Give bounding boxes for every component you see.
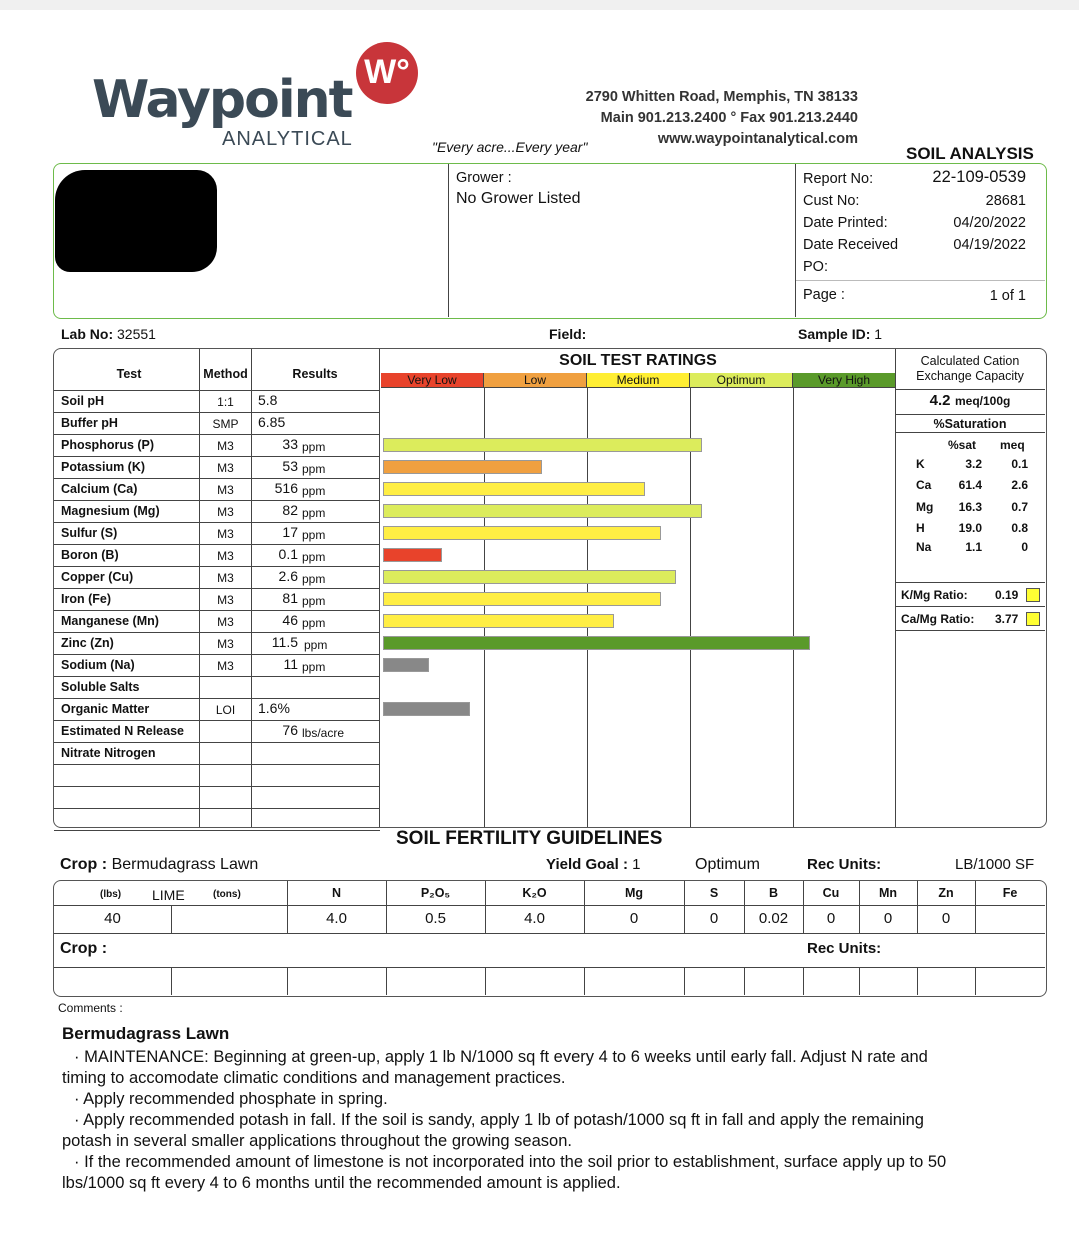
lime-label: LIME [152, 887, 185, 903]
divider [448, 164, 449, 317]
test-result: 46 [282, 612, 298, 628]
rec-units-label: Rec Units: [807, 856, 882, 873]
rating-bar [383, 702, 470, 716]
row-line [54, 967, 1045, 968]
test-name: Sulfur (S) [61, 526, 118, 540]
saturation-title: %Saturation [933, 417, 1007, 431]
test-method: M3 [217, 439, 234, 453]
cust-no: 28681 [985, 193, 1026, 209]
cec-title: Calculated Cation Exchange Capacity [916, 354, 1024, 383]
cation-symbol: K [916, 457, 925, 471]
nutrient-header: Fe [1002, 886, 1018, 900]
website-link[interactable]: www.waypointanalytical.com [657, 131, 858, 147]
po-label: PO: [803, 259, 828, 275]
nutrient-value: 0 [709, 910, 719, 927]
column-divider [684, 967, 685, 995]
kmg-indicator [1026, 588, 1040, 602]
row-line [896, 389, 1045, 390]
test-method: M3 [217, 527, 234, 541]
row-line [896, 432, 1045, 433]
column-divider [171, 967, 172, 995]
redacted-client-name [55, 170, 217, 272]
row-line [896, 582, 1045, 583]
test-name: Estimated N Release [61, 724, 184, 738]
test-name: Organic Matter [61, 702, 150, 716]
rating-bar [383, 504, 702, 518]
test-unit: ppm [302, 594, 326, 608]
col-results-header: Results [292, 367, 338, 381]
test-result: 53 [282, 458, 298, 474]
lime-tons-label: (tons) [213, 889, 241, 900]
page-label: Page : [803, 287, 845, 303]
test-method: 1:1 [217, 395, 234, 409]
row-line [54, 933, 1045, 934]
test-name: Magnesium (Mg) [61, 504, 160, 518]
rating-bar [383, 614, 614, 628]
test-method: M3 [217, 571, 234, 585]
rating-level-label: Optimum [690, 373, 793, 387]
lab-address [540, 87, 858, 150]
rating-bar [383, 482, 645, 496]
test-name: Sodium (Na) [61, 658, 135, 672]
test-result: 17 [282, 524, 298, 540]
test-unit: ppm [304, 638, 328, 652]
rating-divider [793, 387, 794, 827]
row-line [54, 544, 380, 545]
rating-divider [587, 387, 588, 827]
ratings-title: SOIL TEST RATINGS [559, 352, 717, 369]
row-line [54, 412, 380, 413]
logo-wordmark: Waypoint [92, 70, 352, 130]
row-line [54, 830, 380, 831]
nutrient-value: 4.0 [524, 910, 545, 927]
test-result: 11.5 [271, 634, 298, 650]
lab-no: Lab No: 32551 [61, 326, 156, 342]
column-divider [485, 967, 486, 995]
rec-units2-label: Rec Units: [807, 940, 882, 957]
cation-meq: 0.1 [1011, 457, 1028, 471]
comment-line: timing to accomodate climatic conditions and management practices. [62, 1069, 566, 1087]
nutrient-header: K₂O [522, 886, 547, 900]
col-test-header: Test [116, 367, 142, 381]
logo-badge-icon: W° [356, 42, 418, 104]
test-result: 6.85 [258, 414, 286, 430]
rating-bar [383, 592, 661, 606]
column-divider [917, 967, 918, 995]
row-line [54, 654, 380, 655]
col-method-header: Method [203, 367, 248, 381]
cation-symbol: Na [916, 540, 932, 554]
date-printed: 04/20/2022 [953, 215, 1026, 231]
grower-label: Grower : [456, 170, 512, 186]
row-line [54, 808, 380, 809]
test-name: Manganese (Mn) [61, 614, 159, 628]
test-name: Phosphorus (P) [61, 438, 155, 452]
cation-meq: 0.8 [1011, 521, 1028, 535]
column-divider [171, 905, 172, 933]
column-divider [975, 967, 976, 995]
cation-sat: 1.1 [965, 540, 982, 554]
cation-symbol: H [916, 521, 925, 535]
row-line [54, 522, 380, 523]
row-line [381, 387, 895, 388]
test-name: Iron (Fe) [61, 592, 111, 606]
comment-line: · MAINTENANCE: Beginning at green-up, apply 1 lb N/1000 sq ft every 4 to 6 weeks until early fall. Adjust N rate and [74, 1048, 928, 1066]
test-unit: ppm [302, 660, 326, 674]
page-value: 1 of 1 [989, 288, 1026, 304]
report-no: 22-109-0539 [932, 168, 1026, 186]
row-line [54, 500, 380, 501]
row-line [54, 786, 380, 787]
nutrient-header: Cu [822, 886, 840, 900]
cation-meq: 0 [1021, 540, 1028, 554]
row-line [54, 764, 380, 765]
rating-bar [383, 548, 442, 562]
row-line [54, 390, 380, 391]
cec-value: 4.2 meq/100g [929, 392, 1011, 409]
nutrient-value: 40 [104, 910, 121, 927]
date-received-label: Date Received [803, 237, 899, 253]
rating-bar [383, 438, 702, 452]
test-method: M3 [217, 549, 234, 563]
nutrient-header: N [331, 886, 342, 900]
test-result: 11 [283, 656, 298, 672]
row-line [896, 414, 1045, 415]
column-divider [859, 967, 860, 995]
nutrient-header: Zn [938, 886, 954, 900]
col-sat: %sat [948, 438, 977, 452]
test-name: Potassium (K) [61, 460, 146, 474]
comment-line: · Apply recommended phosphate in spring. [74, 1090, 388, 1108]
test-result: 0.1 [278, 546, 298, 562]
row-line [896, 630, 1045, 631]
test-name: Soluble Salts [61, 680, 140, 694]
rating-bar [383, 526, 661, 540]
test-result: 76 [282, 722, 298, 738]
lime-lbs-label: (lbs) [100, 889, 122, 900]
kmg-ratio-value: 0.19 [995, 588, 1019, 602]
row-line [54, 742, 380, 743]
rating-bar [383, 658, 429, 672]
test-unit: ppm [302, 462, 326, 476]
rating-bar [383, 636, 810, 650]
row-line [54, 632, 380, 633]
test-result: 81 [282, 590, 298, 606]
rating-bar [383, 460, 542, 474]
test-result: 5.8 [258, 392, 278, 408]
camg-ratio-label: Ca/Mg Ratio: [901, 612, 975, 626]
rating-level-label: Very Low [381, 373, 484, 387]
logo-subtitle: ANALYTICAL [222, 128, 353, 150]
row-line [54, 905, 1045, 906]
row-line [54, 676, 380, 677]
nutrient-header: Mg [624, 886, 644, 900]
test-unit: lbs/acre [302, 726, 345, 740]
test-result: 2.6 [278, 568, 298, 584]
tagline: "Every acre...Every year" [432, 139, 588, 155]
cation-sat: 3.2 [965, 457, 982, 471]
page-row [796, 280, 1045, 281]
test-unit: ppm [302, 572, 326, 586]
test-method: M3 [217, 505, 234, 519]
column-divider [287, 967, 288, 995]
nutrient-value: 0.02 [758, 910, 789, 927]
test-name: Copper (Cu) [61, 570, 134, 584]
test-method: SMP [212, 417, 239, 431]
row-line [54, 720, 380, 721]
test-method: LOI [215, 703, 236, 717]
test-method: M3 [217, 659, 234, 673]
rating-level-label: Medium [587, 373, 690, 387]
grower-value: No Grower Listed [456, 190, 581, 207]
nutrient-value: 0 [883, 910, 893, 927]
cation-meq: 0.7 [1011, 500, 1028, 514]
test-unit: ppm [302, 506, 326, 520]
test-unit: ppm [302, 528, 326, 542]
nutrient-value: 0 [629, 910, 639, 927]
test-method: M3 [217, 593, 234, 607]
test-name: Zinc (Zn) [61, 636, 114, 650]
comments-label: Comments : [58, 1001, 123, 1015]
test-result: 82 [282, 502, 298, 518]
test-method: M3 [217, 637, 234, 651]
rec-units: LB/1000 SF [955, 856, 1035, 873]
test-unit: ppm [302, 484, 326, 498]
row-line [54, 456, 380, 457]
nutrient-header: P₂O₅ [420, 886, 451, 900]
top-strip [0, 0, 1079, 10]
rating-level-label: Low [484, 373, 587, 387]
phone-line: Main 901.213.2400 ° Fax 901.213.2440 [600, 110, 858, 126]
row-line [896, 606, 1045, 607]
nutrient-value: 0 [941, 910, 951, 927]
camg-indicator [1026, 612, 1040, 626]
report-title: SOIL ANALYSIS [906, 144, 1034, 163]
nutrient-header: Mn [878, 886, 898, 900]
comments-heading: Bermudagrass Lawn [62, 1024, 230, 1043]
nutrient-header: S [709, 886, 719, 900]
test-name: Soil pH [61, 394, 105, 408]
test-unit: ppm [302, 550, 326, 564]
cust-no-label: Cust No: [803, 193, 860, 209]
address-line: 2790 Whitten Road, Memphis, TN 38133 [585, 89, 858, 105]
nutrient-value: 0.5 [425, 910, 446, 927]
row-line [54, 610, 380, 611]
nutrient-value: 0 [826, 910, 836, 927]
test-unit: ppm [302, 616, 326, 630]
comment-line: · Apply recommended potash in fall. If the soil is sandy, apply 1 lb of potash/1000 sq ft in fall and apply the remaining [74, 1111, 924, 1129]
crop-line: Crop : Bermudagrass Lawn [60, 856, 259, 873]
test-result: 33 [282, 436, 298, 452]
row-line [54, 588, 380, 589]
test-name: Buffer pH [61, 416, 118, 430]
test-method: M3 [217, 615, 234, 629]
rating-divider [690, 387, 691, 827]
divider [795, 164, 796, 317]
cation-symbol: Mg [916, 500, 934, 514]
test-method: M3 [217, 461, 234, 475]
column-divider [803, 967, 804, 995]
test-unit: ppm [302, 440, 326, 454]
test-result: 1.6% [258, 700, 290, 716]
guidelines-title: SOIL FERTILITY GUIDELINES [396, 828, 663, 849]
test-name: Boron (B) [61, 548, 119, 562]
test-name: Calcium (Ca) [61, 482, 138, 496]
column-divider [584, 967, 585, 995]
cation-sat: 19.0 [958, 521, 982, 535]
comments-body [62, 1047, 1052, 1194]
optimum-label: Optimum [695, 856, 760, 873]
sample-id: Sample ID: 1 [798, 326, 883, 342]
row-line [54, 698, 380, 699]
yield-goal: Yield Goal : 1 [546, 856, 641, 873]
comment-line: potash in several smaller applications throughout the growing season. [62, 1132, 572, 1150]
comment-line: lbs/1000 sq ft every 4 to 6 months until the recommended amount is applied. [62, 1174, 621, 1192]
rating-bar [383, 570, 676, 584]
row-line [54, 478, 380, 479]
crop2-label: Crop : [60, 940, 108, 957]
nutrient-value: 4.0 [326, 910, 347, 927]
date-printed-label: Date Printed: [803, 215, 888, 231]
test-result: 516 [274, 480, 298, 496]
row-line [54, 434, 380, 435]
column-divider [386, 967, 387, 995]
test-name: Nitrate Nitrogen [61, 746, 156, 760]
test-method: M3 [217, 483, 234, 497]
field-label: Field: [549, 326, 587, 342]
comment-line: · If the recommended amount of limestone is not incorporated into the soil prior to establishment, surface apply up to 50 [74, 1153, 947, 1171]
cation-sat: 16.3 [958, 500, 982, 514]
cation-meq: 2.6 [1011, 478, 1028, 492]
rating-level-label: Very High [793, 373, 896, 387]
kmg-ratio-label: K/Mg Ratio: [901, 588, 968, 602]
column-divider [744, 967, 745, 995]
col-meq: meq [1000, 438, 1025, 452]
report-no-label: Report No: [803, 171, 874, 187]
row-line [54, 566, 380, 567]
date-received: 04/19/2022 [953, 237, 1026, 253]
cation-symbol: Ca [916, 478, 932, 492]
camg-ratio-value: 3.77 [995, 612, 1019, 626]
nutrient-header: B [768, 886, 779, 900]
rating-divider [484, 387, 485, 827]
cation-sat: 61.4 [958, 478, 982, 492]
